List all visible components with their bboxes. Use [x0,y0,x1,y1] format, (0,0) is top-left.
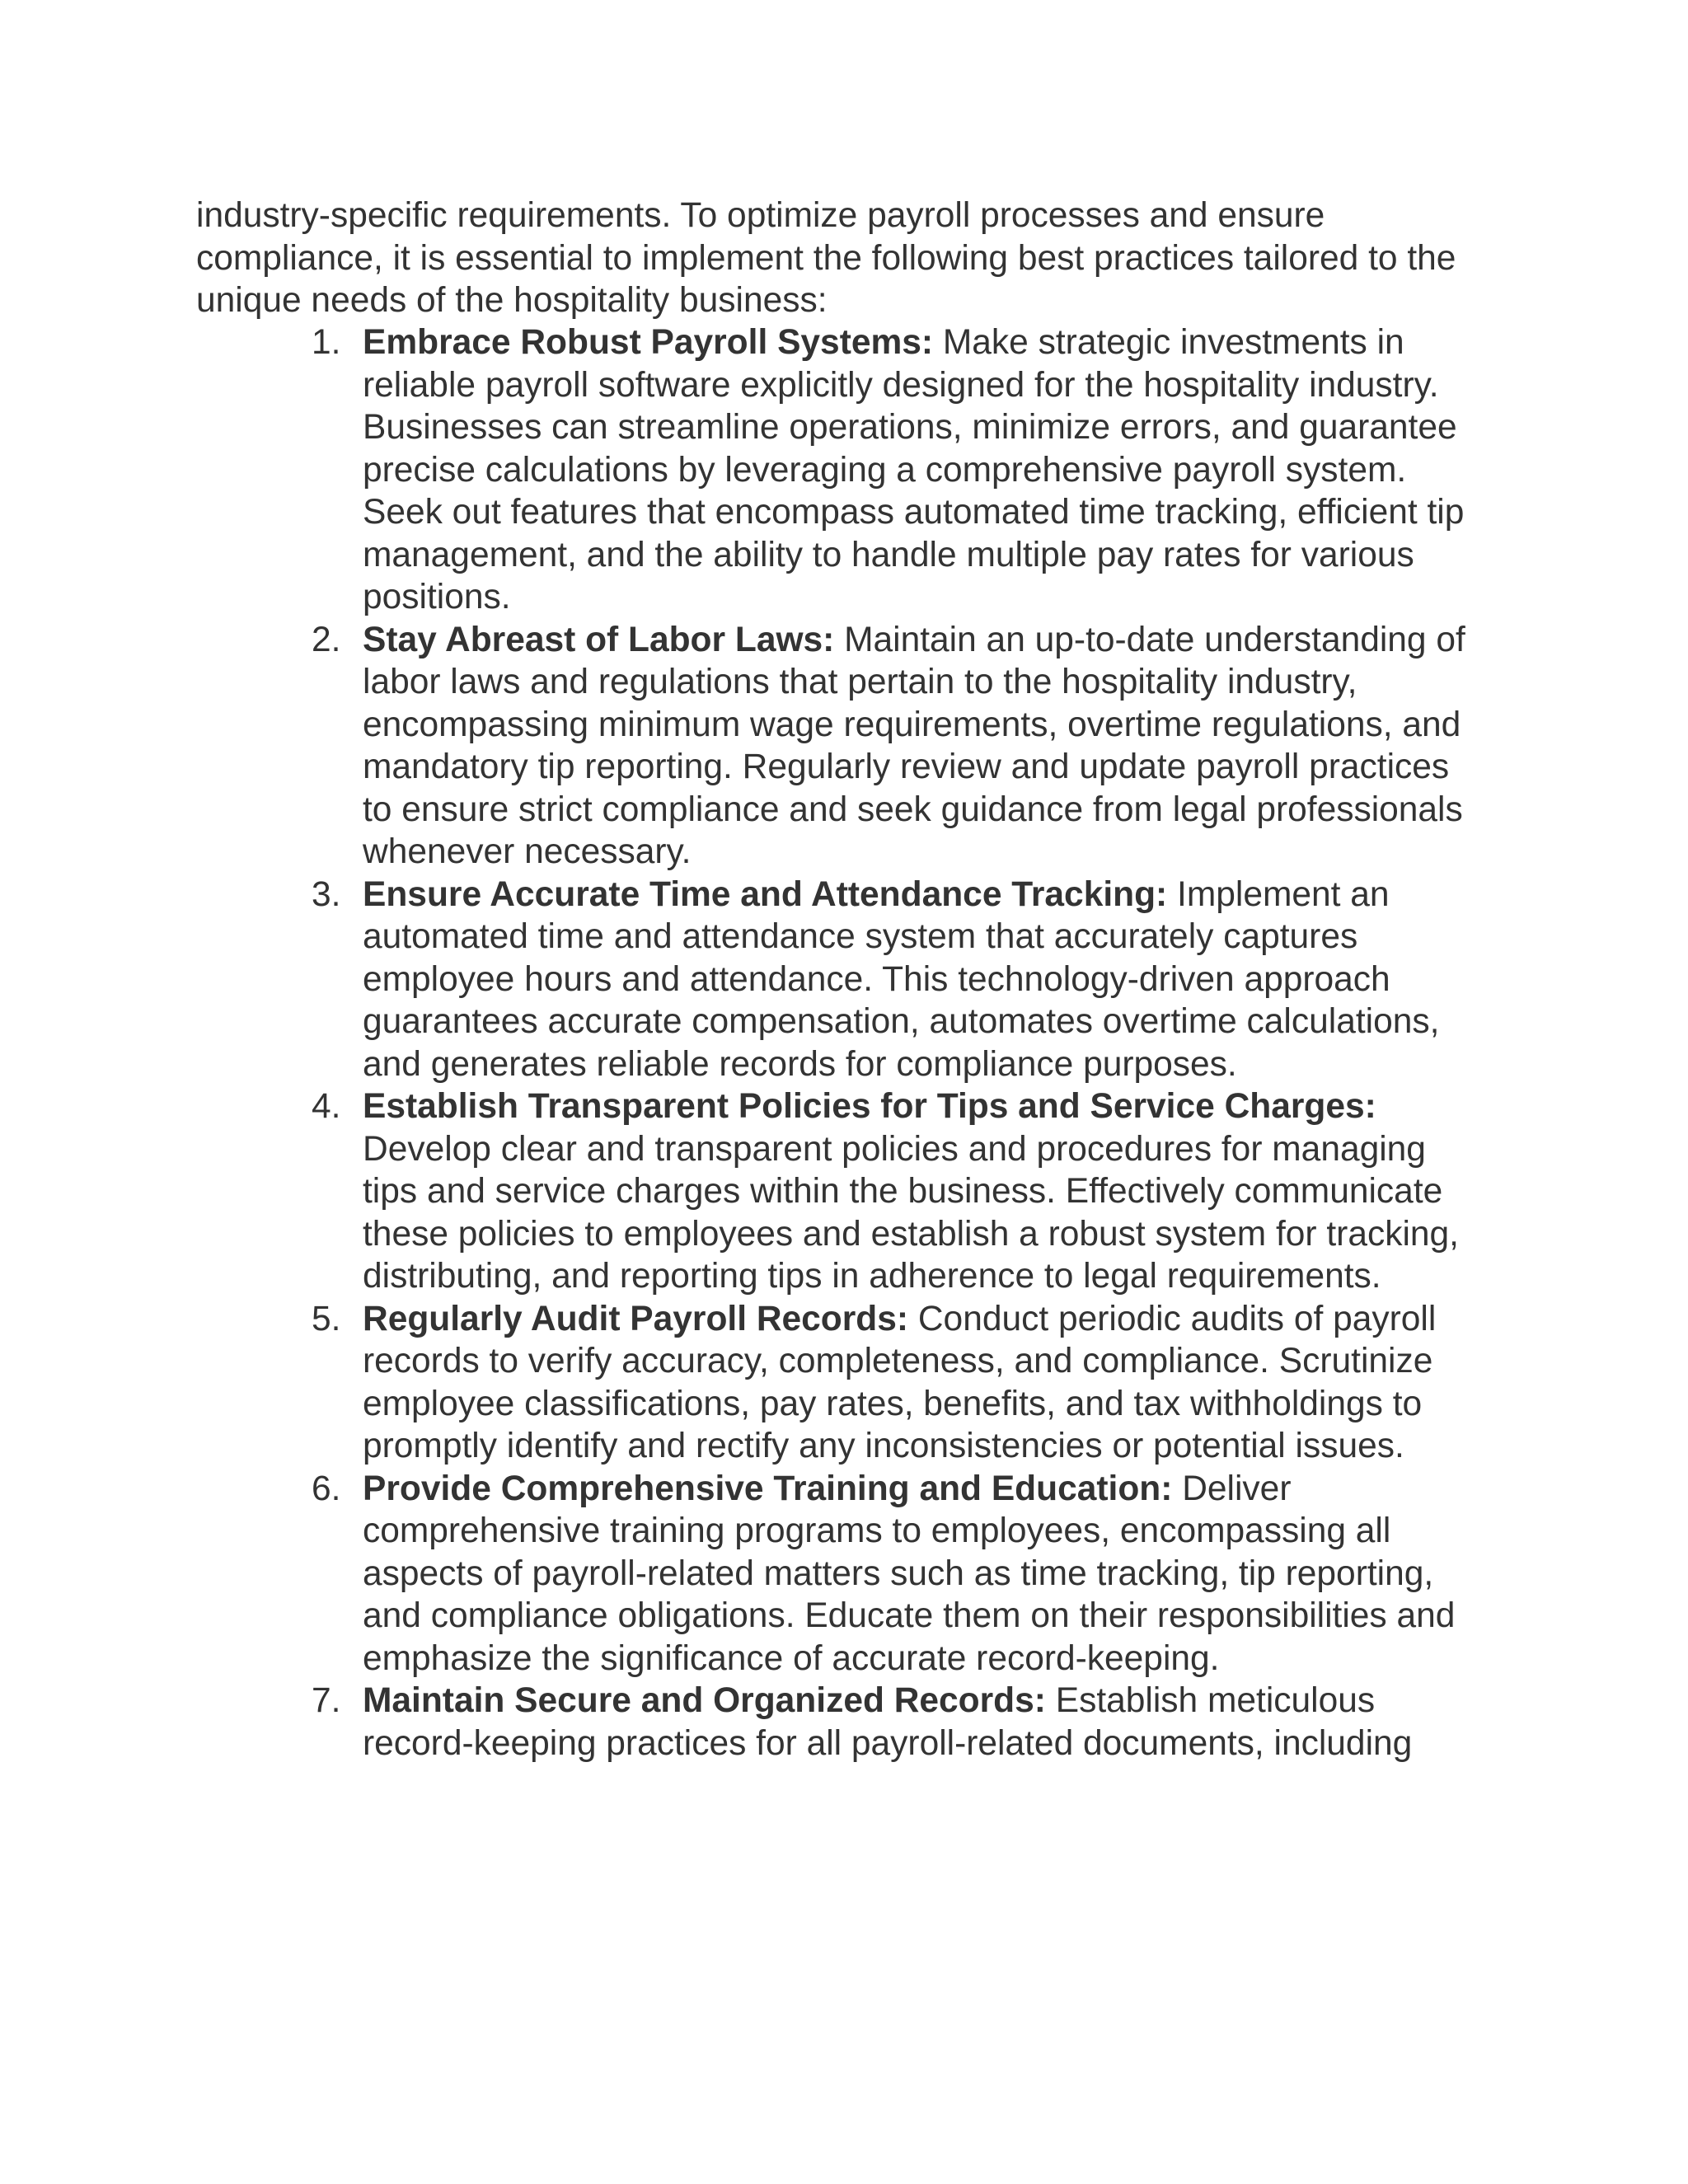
list-item-heading: Regularly Audit Payroll Records: [363,1299,918,1338]
list-item-heading: Embrace Robust Payroll Systems: [363,323,943,362]
list-item-heading: Establish Transparent Policies for Tips and Service Charges: [363,1087,1376,1126]
list-item-number: 7. [312,1681,341,1720]
list-item-heading: Provide Comprehensive Training and Education: [363,1469,1183,1508]
list-item-number: 1. [312,323,341,362]
intro-paragraph: industry-specific requirements. To optimize payroll processes and ensure compliance, it is essential to implement the following best practices tailored to the unique needs of the hospitality business: [196,196,1456,320]
list-item-text: Deliver comprehensive training programs to employees, encompassing all aspects of payroll-related matters such as time tracking, tip reporting, and compliance obligations. Educate them on their responsibilities and emphasize the significance of accurate record-keeping. [363,1469,1456,1678]
list-item [312,1468,1482,1680]
list-item [312,321,1482,619]
list-item [312,874,1482,1086]
list-item-heading: Ensure Accurate Time and Attendance Tracking: [363,874,1178,914]
list-item-text: Establish meticulous record-keeping practices for all payroll-related documents, including [363,1681,1413,1763]
list-item-heading: Maintain Secure and Organized Records: [363,1681,1056,1720]
list-item-number: 6. [312,1469,341,1508]
list-item-text: Make strategic investments in reliable payroll software explicitly designed for the hospitality industry. Businesses can streamline operations, minimize errors, and guarantee precise calculations by leveraging a comprehensive payroll system. Seek out features that encompass automated time tracking, efficient tip management, and the ability to handle multiple pay rates for various positions. [363,323,1465,616]
list-item [312,1085,1482,1298]
list-item [312,1298,1482,1468]
list-item-number: 5. [312,1299,341,1338]
list-item-number: 4. [312,1087,341,1126]
list-item-text: Implement an automated time and attendance system that accurately captures employee hours and attendance. This technology-driven approach guarantees accurate compensation, automates overtime calculations, and generates reliable records for compliance purposes. [363,874,1440,1084]
list-item-heading: Stay Abreast of Labor Laws: [363,620,845,659]
list-item-text: Conduct periodic audits of payroll records to verify accuracy, completeness, and compliance. Scrutinize employee classifications, pay rates, benefits, and tax withholdings to promptly identify and rectify any inconsistencies or potential issues. [363,1299,1437,1465]
list-item-text: Develop clear and transparent policies and procedures for managing tips and service charges within the business. Effectively communicate these policies to employees and establish a robust system for tracking, distributing, and reporting tips in adherence to legal requirements. [363,1129,1459,1296]
list-item-number: 2. [312,620,341,659]
list-item-number: 3. [312,874,341,914]
best-practices-list [312,321,1482,1765]
list-item [312,619,1482,874]
list-item-text: Maintain an up-to-date understanding of labor laws and regulations that pertain to the hospitality industry, encompassing minimum wage requirements, overtime regulations, and mandatory tip reporting. Regularly review and update payroll practices to ensure strict compliance and seek guidance from legal professionals whenever necessary. [363,620,1465,871]
list-item [312,1680,1482,1765]
